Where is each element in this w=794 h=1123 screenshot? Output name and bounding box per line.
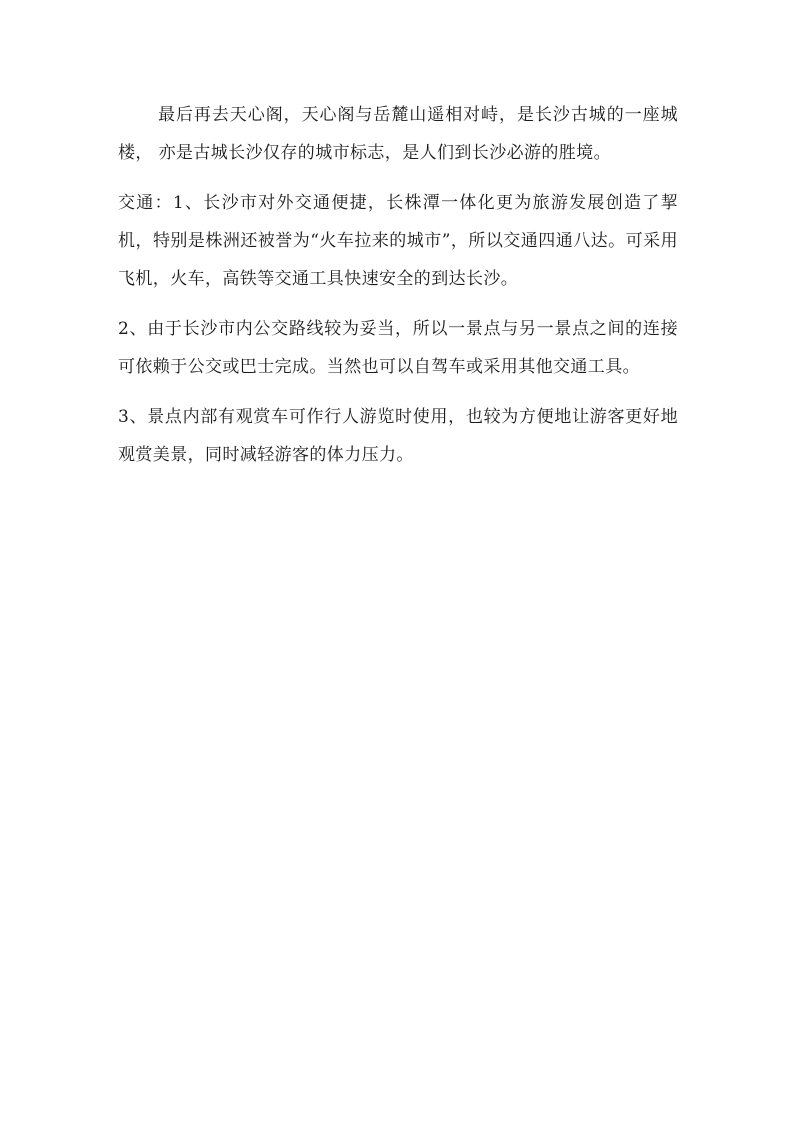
paragraph-tianxin-pavilion: 最后再去天心阁，天心阁与岳麓山遥相对峙，是长沙古城的一座城楼， 亦是古城长沙仅存的城市标志，是人们到长沙必游的胜境。 (118, 105, 678, 163)
paragraph-gap (118, 172, 678, 184)
paragraph-gap (118, 298, 678, 310)
document-body (118, 96, 678, 474)
paragraph-gap (118, 386, 678, 398)
paragraph-transport-intro: 交通：1、长沙市对外交通便捷，长株潭一体化更为旅游发展创造了挈机，特别是株洲还被誉为“火车拉来的城市”，所以交通四通八达。可采用飞机，火车，高铁等交通工具快速安全的到达长沙。 (118, 193, 678, 289)
paragraph-transport-city-bus: 2、由于长沙市内公交路线较为妥当，所以一景点与另一景点之间的连接可依赖于公交或巴士完成。当然也可以自驾车或采用其他交通工具。 (118, 319, 678, 377)
paragraph-transport-scenic-car: 3、景点内部有观赏车可作行人游览时使用，也较为方便地让游客更好地观赏美景，同时减轻游客的体力压力。 (118, 407, 678, 465)
